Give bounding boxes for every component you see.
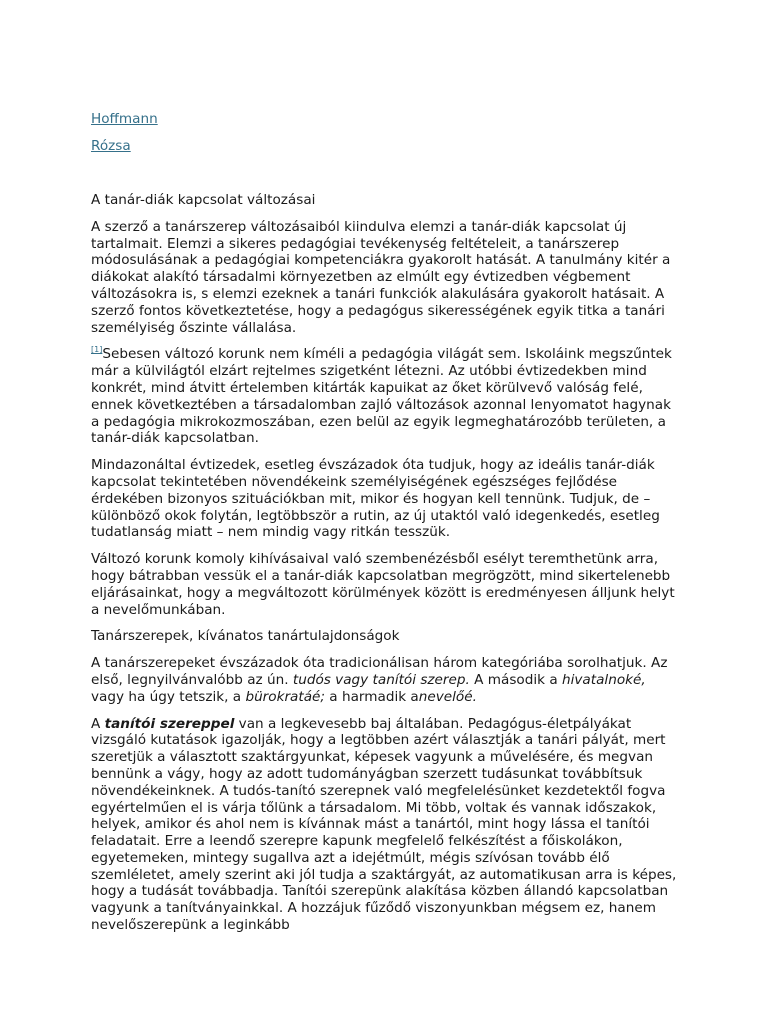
p4-text-3: vagy ha úgy tetszik, a xyxy=(91,688,246,705)
body-paragraph-2: Mindazonáltal évtizedek, esetleg évszázadok óta tudjuk, hogy az ideális tanár-diák kapcsolat tekintetében növendékeink személyiségének egészséges fejlődése érdekében bizonyos szituációkban mit, mikor és hogyan kell tennünk. Tudjuk, de – különböző okok folytán, legtöbbször a rutin, az új utaktól való idegenkedés, esetleg tudatlanság miatt – nem mindig vagy ritkán tesszük. xyxy=(91,457,660,541)
body-paragraph-5 xyxy=(91,716,681,934)
document-page xyxy=(91,111,681,944)
p4-text-2: A második a xyxy=(469,671,562,688)
p4-italic-nevelo: nevelőé. xyxy=(418,688,477,705)
p4-italic-hivatalnok: hivatalnoké, xyxy=(562,671,646,688)
body-paragraph-1-text: Sebesen változó korunk nem kíméli a pedagógia világát sem. Iskoláink megszűntek már a külvilágtól elzárt rejtelmes szigetként létezni. Az utóbbi évtizedekben mind konkrét, mind átvitt értelemben kitárták kapuikat az őket körülvevő valóság felé, ennek következtében a társadalomban zajló változások azonnal lenyomatot hagynak a pedagógia mikrokozmoszában, ezen belül az egyik legmeghatározóbb területen, a tanár-diák kapcsolatban. xyxy=(91,346,672,447)
p4-italic-burokrata: bürokratáé; xyxy=(245,688,325,705)
body-paragraph-3: Változó korunk komoly kihívásaival való szembenézésből esélyt teremthetünk arra, hogy bátrabban vessük el a tanár-diák kapcsolatban megrögzött, mind sikertelenebb eljárásainkat, hogy a megváltozott körülmények között is eredményesen álljunk helyt a nevelőmunkában. xyxy=(91,551,675,618)
abstract-paragraph: A szerző a tanárszerep változásaiból kiindulva elemzi a tanár-diák kapcsolat új tartalmait. Elemzi a sikeres pedagógiai tevékenység feltételeit, a tanárszerep módosulásának a pedagógiai kompetenciákra gyakorolt hatását. A tanulmány kitér a diákokat alakító társadalmi környezetben az elmúlt egy évtizedben végbement változásokra is, s elemzi ezeknek a tanári funkciók alakulására gyakorolt hatásait. A szerző fontos következtetése, hogy a pedagógus sikerességének egyik titka a tanári személyiség őszinte vállalása. xyxy=(91,218,671,336)
footnote-link[interactable]: [1] xyxy=(91,345,103,355)
p4-italic-tudos: tudós vagy tanítói szerep. xyxy=(292,671,470,688)
p4-text-4: a harmadik a xyxy=(324,688,419,705)
article-title: A tanár-diák kapcsolat változásai xyxy=(91,192,316,208)
body-paragraph-1 xyxy=(91,346,681,447)
author-link-surname[interactable]: Hoffmann xyxy=(91,111,158,127)
p5-text: van a legkevesebb baj általában. Pedagógus-életpályákat vizsgáló kutatások igazolják, hogy a legtöbben azért választják a tanári pályát, mert szeretjük a választott szaktárgyunkat, képesek vagyunk a művelésére, és megvan bennünk a vágy, hogy az adott tudományágban szerzett tudásunkat továbbítsuk növendékeinknek. A tudós-tanító szerepnek való megfelelésünket kezdetektől fogva egyértelműen el is várja tőlünk a társadalom. Mi több, voltak és vannak időszakok, helyek, amikor és ahol nem is kívánnak mást a tanártól, mint hogy lássa el tanítói feladatait. Erre a leendő szerepre kapunk megfelelő felkészítést a főiskolákon, egyetemeken, mintegy sugallva azt a idejétmúlt, mégis szívósan tovább élő szemléletet, amely szerint aki jól tudja a szaktárgyát, az automatikusan arra is képes, hogy a tudását továbbadja. Tanítói szerepünk alakítása közben állandó kapcsolatban vagyunk a tanítványainkkal. A hozzájuk fűződő viszonyunkban mégsem ez, hanem nevelőszerepünk a leginkább xyxy=(91,715,677,934)
p5-bold-italic-term: tanítói szereppel xyxy=(104,715,235,732)
section-heading: Tanárszerepek, kívánatos tanártulajdonságok xyxy=(91,628,400,645)
p4-text-1: A tanárszerepeket évszázadok óta tradicionálisan három kategóriába sorolhatjuk. Az első, legnyilvánvalóbb az ún. xyxy=(91,655,668,688)
p5-lead: A xyxy=(91,715,105,732)
body-paragraph-4 xyxy=(91,655,681,705)
author-link-firstname[interactable]: Rózsa xyxy=(91,138,131,154)
